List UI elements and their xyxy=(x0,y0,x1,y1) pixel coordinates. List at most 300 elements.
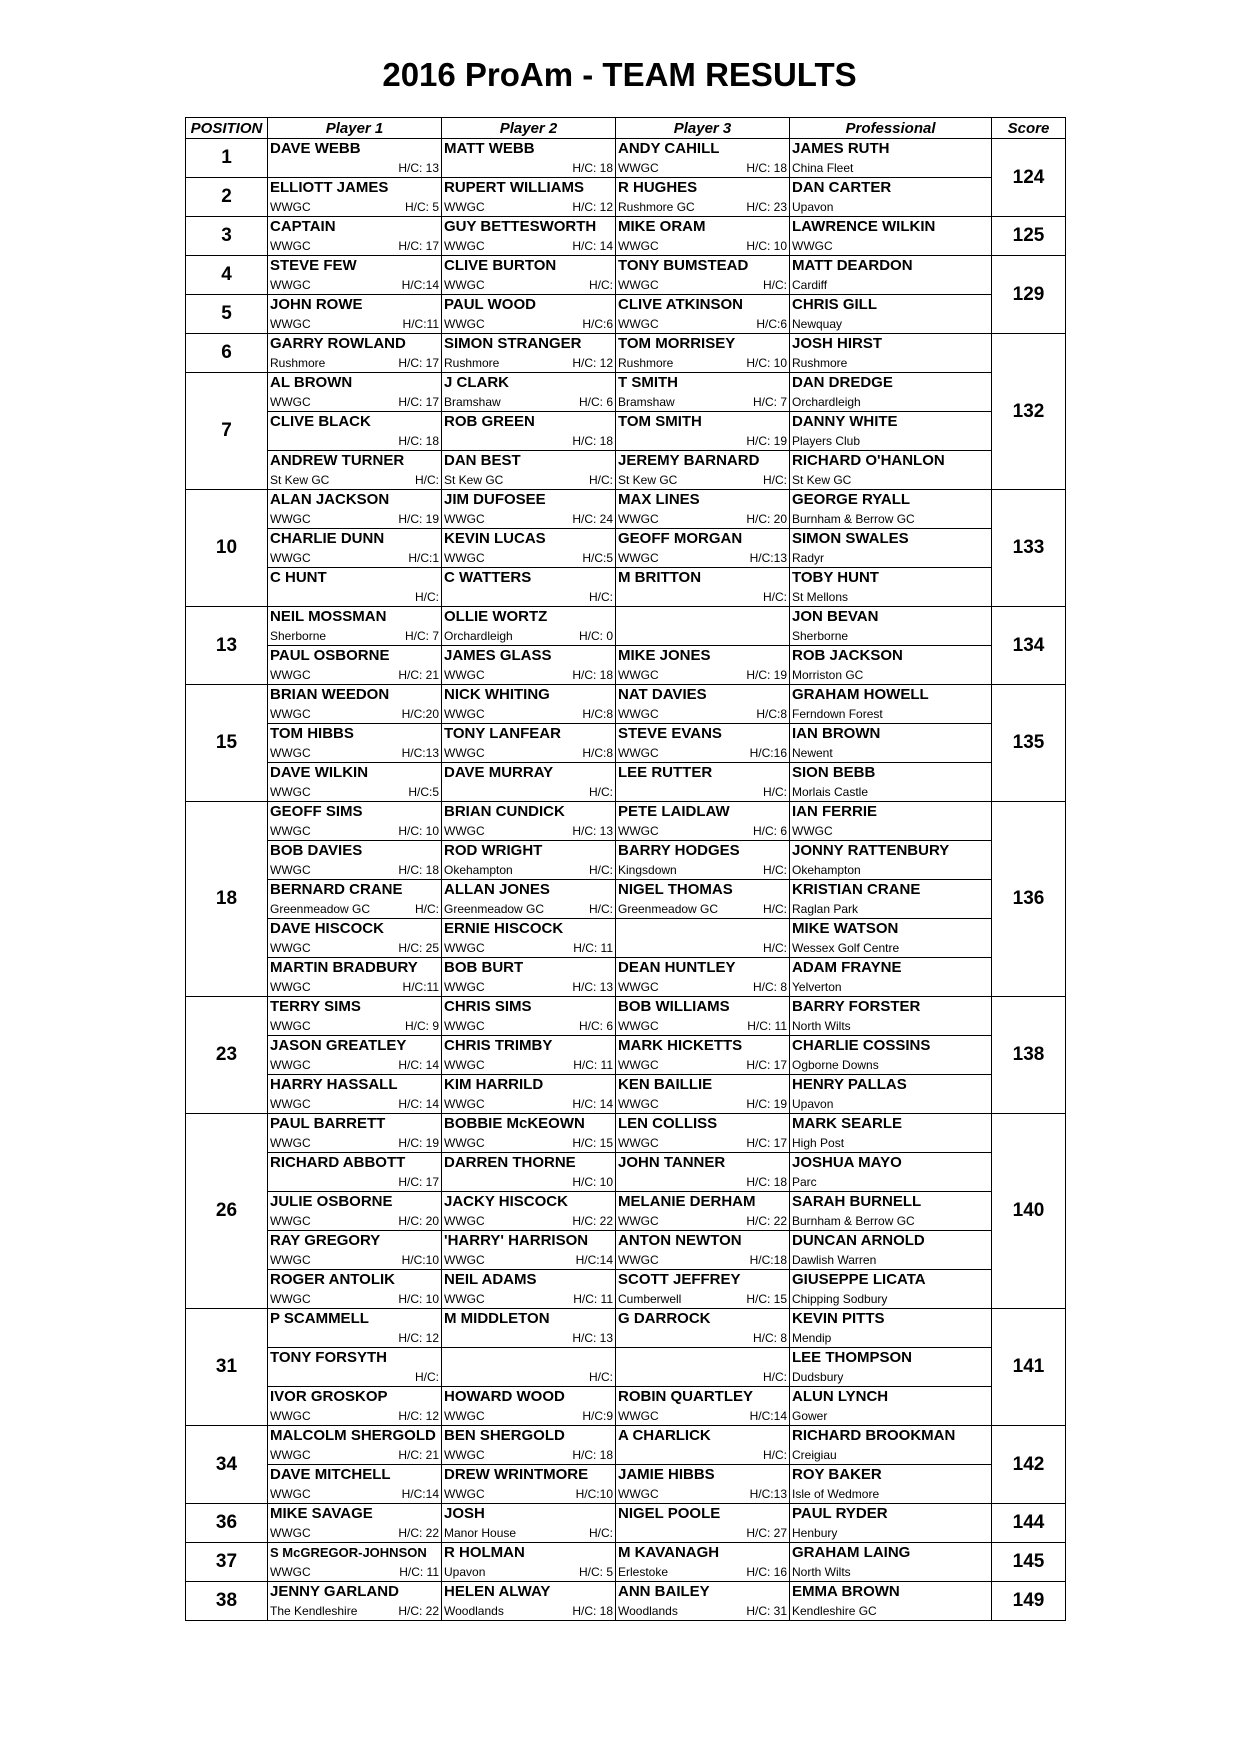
professional-club-cell xyxy=(790,392,992,412)
club-name: WWGC xyxy=(444,1291,485,1306)
player-club-cell xyxy=(268,509,442,529)
player-name: KIM HARRILD xyxy=(442,1075,616,1095)
handicap: H/C: 14 xyxy=(572,1096,613,1111)
team-name-row xyxy=(186,685,1066,705)
club-name: WWGC xyxy=(270,1135,311,1150)
club-name: WWGC xyxy=(444,940,485,955)
player-club-cell xyxy=(616,626,790,646)
handicap: H/C:8 xyxy=(756,706,787,721)
handicap: H/C: 18 xyxy=(572,433,613,448)
player-name: M MIDDLETON xyxy=(442,1309,616,1329)
club-name: WWGC xyxy=(618,1057,659,1072)
professional-club-cell xyxy=(790,860,992,880)
handicap: H/C: 9 xyxy=(404,1018,439,1033)
club-name: WWGC xyxy=(792,238,833,253)
professional-club-cell xyxy=(790,353,992,373)
handicap: H/C: xyxy=(589,277,613,292)
player-name: NEIL MOSSMAN xyxy=(268,607,442,627)
player-name: M KAVANAGH xyxy=(616,1543,790,1563)
header-player-3: Player 3 xyxy=(616,118,790,139)
club-name: WWGC xyxy=(444,1213,485,1228)
player-name: CHRIS SIMS xyxy=(442,997,616,1017)
club-name: The Kendleshire xyxy=(270,1603,358,1618)
player-name: G DARROCK xyxy=(616,1309,790,1329)
club-name: Orchardleigh xyxy=(444,628,513,643)
player-club-cell xyxy=(268,392,442,412)
handicap: H/C: 13 xyxy=(572,1330,613,1345)
club-name: WWGC xyxy=(270,1252,311,1267)
handicap: H/C: xyxy=(763,901,787,916)
player-name: DAVE WILKIN xyxy=(268,763,442,783)
professional-name: KRISTIAN CRANE xyxy=(790,880,992,900)
club-name: Burnham & Berrow GC xyxy=(792,1213,915,1228)
position-cell: 2 xyxy=(186,178,268,217)
professional-name: DAN DREDGE xyxy=(790,373,992,393)
score-cell: 138 xyxy=(992,997,1066,1114)
club-name: WWGC xyxy=(444,1486,485,1501)
team-club-row xyxy=(186,977,1066,997)
club-name: Sherborne xyxy=(270,628,327,643)
handicap: H/C: xyxy=(589,862,613,877)
results-body xyxy=(186,139,1066,1621)
player-name: BRIAN WEEDON xyxy=(268,685,442,705)
handicap: H/C: 12 xyxy=(398,1408,439,1423)
player-club-cell xyxy=(442,1211,616,1231)
team-club-row xyxy=(186,1328,1066,1348)
handicap: H/C:13 xyxy=(749,1486,787,1501)
team-club-row xyxy=(186,353,1066,373)
club-name: WWGC xyxy=(618,823,659,838)
player-name: CLIVE BURTON xyxy=(442,256,616,276)
professional-club-cell xyxy=(790,1094,992,1114)
club-name: WWGC xyxy=(618,1135,659,1150)
player-name: ROD WRIGHT xyxy=(442,841,616,861)
player-name: R HOLMAN xyxy=(442,1543,616,1563)
player-name: JOHN ROWE xyxy=(268,295,442,315)
handicap: H/C: 27 xyxy=(746,1525,787,1540)
handicap: H/C: 17 xyxy=(398,1174,439,1189)
team-name-row xyxy=(186,1153,1066,1173)
team-name-row xyxy=(186,1114,1066,1134)
player-name: TONY FORSYTH xyxy=(268,1348,442,1368)
handicap: H/C: xyxy=(589,901,613,916)
handicap: H/C: 18 xyxy=(572,667,613,682)
professional-club-cell xyxy=(790,1172,992,1192)
team-name-row xyxy=(186,490,1066,510)
player-name: STEVE EVANS xyxy=(616,724,790,744)
score-cell: 125 xyxy=(992,217,1066,256)
player-name: HELEN ALWAY xyxy=(442,1582,616,1602)
player-club-cell xyxy=(268,938,442,958)
position-cell: 1 xyxy=(186,139,268,178)
player-club-cell xyxy=(268,236,442,256)
player-club-cell xyxy=(616,899,790,919)
handicap: H/C: 10 xyxy=(398,1291,439,1306)
team-name-row xyxy=(186,1387,1066,1407)
player-name: BRIAN CUNDICK xyxy=(442,802,616,822)
player-name: M BRITTON xyxy=(616,568,790,588)
team-club-row xyxy=(186,275,1066,295)
score-cell: 133 xyxy=(992,490,1066,607)
club-name: St Kew GC xyxy=(270,472,330,487)
player-club-cell xyxy=(442,782,616,802)
player-club-cell xyxy=(268,1211,442,1231)
player-name: NIGEL POOLE xyxy=(616,1504,790,1524)
player-name: ROB GREEN xyxy=(442,412,616,432)
player-name: BOBBIE McKEOWN xyxy=(442,1114,616,1134)
player-club-cell xyxy=(616,1211,790,1231)
club-name: WWGC xyxy=(444,316,485,331)
player-name: TONY BUMSTEAD xyxy=(616,256,790,276)
player-club-cell xyxy=(616,431,790,451)
handicap: H/C: 19 xyxy=(746,667,787,682)
player-club-cell xyxy=(268,548,442,568)
team-name-row xyxy=(186,1192,1066,1212)
club-name: Morriston GC xyxy=(792,667,864,682)
position-cell: 15 xyxy=(186,685,268,802)
player-name: T SMITH xyxy=(616,373,790,393)
handicap: H/C: xyxy=(763,940,787,955)
player-club-cell xyxy=(616,1367,790,1387)
team-club-row xyxy=(186,1601,1066,1621)
team-club-row xyxy=(186,1250,1066,1270)
handicap: H/C: 18 xyxy=(746,160,787,175)
team-name-row xyxy=(186,1231,1066,1251)
player-club-cell xyxy=(268,782,442,802)
position-cell: 18 xyxy=(186,802,268,997)
club-name: WWGC xyxy=(444,511,485,526)
team-club-row xyxy=(186,236,1066,256)
score-cell: 124 xyxy=(992,139,1066,217)
team-name-row xyxy=(186,1348,1066,1368)
handicap: H/C:10 xyxy=(401,1252,439,1267)
team-club-row xyxy=(186,1367,1066,1387)
club-name: Wessex Golf Centre xyxy=(792,940,900,955)
team-name-row xyxy=(186,412,1066,432)
handicap: H/C: xyxy=(763,472,787,487)
handicap: H/C:10 xyxy=(575,1486,613,1501)
club-name: WWGC xyxy=(618,238,659,253)
player-name: C HUNT xyxy=(268,568,442,588)
handicap: H/C: 8 xyxy=(752,1330,787,1345)
player-name: TOM SMITH xyxy=(616,412,790,432)
handicap: H/C: 24 xyxy=(572,511,613,526)
player-name: KEVIN LUCAS xyxy=(442,529,616,549)
club-name: Yelverton xyxy=(792,979,842,994)
club-name: Raglan Park xyxy=(792,901,859,916)
player-name: RUPERT WILLIAMS xyxy=(442,178,616,198)
player-club-cell xyxy=(442,1406,616,1426)
club-name: WWGC xyxy=(618,979,659,994)
handicap: H/C: 19 xyxy=(398,511,439,526)
club-name: WWGC xyxy=(270,745,311,760)
handicap: H/C:9 xyxy=(582,1408,613,1423)
professional-club-cell xyxy=(790,1523,992,1543)
handicap: H/C: xyxy=(763,784,787,799)
club-name: Rushmore GC xyxy=(618,199,695,214)
handicap: H/C:5 xyxy=(582,550,613,565)
score-cell: 135 xyxy=(992,685,1066,802)
club-name: Rushmore xyxy=(618,355,674,370)
handicap: H/C: 12 xyxy=(572,199,613,214)
player-name: BOB BURT xyxy=(442,958,616,978)
player-club-cell xyxy=(268,977,442,997)
club-name: WWGC xyxy=(444,1018,485,1033)
club-name: St Kew GC xyxy=(792,472,852,487)
player-club-cell xyxy=(442,275,616,295)
professional-name: MIKE WATSON xyxy=(790,919,992,939)
player-club-cell xyxy=(616,197,790,217)
professional-club-cell xyxy=(790,1055,992,1075)
club-name: WWGC xyxy=(270,238,311,253)
player-name: TOM HIBBS xyxy=(268,724,442,744)
player-club-cell xyxy=(268,1328,442,1348)
player-club-cell xyxy=(442,197,616,217)
player-club-cell xyxy=(616,1328,790,1348)
handicap: H/C:11 xyxy=(402,316,439,331)
player-club-cell xyxy=(442,860,616,880)
player-club-cell xyxy=(616,977,790,997)
handicap: H/C: xyxy=(589,1525,613,1540)
club-name: WWGC xyxy=(444,199,485,214)
club-name: WWGC xyxy=(270,706,311,721)
professional-club-cell xyxy=(790,548,992,568)
player-name: GUY BETTESWORTH xyxy=(442,217,616,237)
handicap: H/C: 6 xyxy=(578,1018,613,1033)
player-name: IVOR GROSKOP xyxy=(268,1387,442,1407)
professional-name: GEORGE RYALL xyxy=(790,490,992,510)
professional-club-cell xyxy=(790,1445,992,1465)
player-name: GEOFF SIMS xyxy=(268,802,442,822)
professional-club-cell xyxy=(790,977,992,997)
team-club-row xyxy=(186,743,1066,763)
player-name: DAVE MITCHELL xyxy=(268,1465,442,1485)
club-name: WWGC xyxy=(270,1057,311,1072)
club-name: WWGC xyxy=(444,1252,485,1267)
handicap: H/C: 15 xyxy=(746,1291,787,1306)
player-club-cell xyxy=(616,938,790,958)
club-name: North Wilts xyxy=(792,1018,851,1033)
handicap: H/C: 16 xyxy=(746,1564,787,1579)
club-name: Upavon xyxy=(792,199,834,214)
player-club-cell xyxy=(268,704,442,724)
score-cell: 141 xyxy=(992,1309,1066,1426)
player-name: STEVE FEW xyxy=(268,256,442,276)
handicap: H/C: xyxy=(415,1369,439,1384)
handicap: H/C: 22 xyxy=(398,1525,439,1540)
handicap: H/C:16 xyxy=(749,745,787,760)
handicap: H/C: 22 xyxy=(572,1213,613,1228)
club-name: Sherborne xyxy=(792,628,849,643)
club-name: St Kew GC xyxy=(444,472,504,487)
player-name: ERNIE HISCOCK xyxy=(442,919,616,939)
club-name: Orchardleigh xyxy=(792,394,861,409)
club-name: Kendleshire GC xyxy=(792,1603,877,1618)
club-name: Ogborne Downs xyxy=(792,1057,879,1072)
handicap: H/C:13 xyxy=(401,745,439,760)
player-name: CHRIS TRIMBY xyxy=(442,1036,616,1056)
player-name: R HUGHES xyxy=(616,178,790,198)
handicap: H/C: xyxy=(763,1447,787,1462)
club-name: WWGC xyxy=(444,1135,485,1150)
player-club-cell xyxy=(268,1289,442,1309)
club-name: WWGC xyxy=(618,1408,659,1423)
score-cell: 145 xyxy=(992,1543,1066,1582)
player-club-cell xyxy=(268,860,442,880)
team-name-row xyxy=(186,334,1066,354)
team-club-row xyxy=(186,1484,1066,1504)
handicap: H/C: 14 xyxy=(398,1057,439,1072)
professional-name: RICHARD BROOKMAN xyxy=(790,1426,992,1446)
professional-name: DAN CARTER xyxy=(790,178,992,198)
professional-name: JOSH HIRST xyxy=(790,334,992,354)
handicap: H/C: 20 xyxy=(746,511,787,526)
professional-club-cell xyxy=(790,821,992,841)
player-name: BOB WILLIAMS xyxy=(616,997,790,1017)
team-club-row xyxy=(186,197,1066,217)
player-name: CLIVE BLACK xyxy=(268,412,442,432)
player-club-cell xyxy=(268,314,442,334)
handicap: H/C: 12 xyxy=(572,355,613,370)
player-name: MIKE SAVAGE xyxy=(268,1504,442,1524)
club-name: WWGC xyxy=(270,1096,311,1111)
professional-name: CHRIS GILL xyxy=(790,295,992,315)
player-name: P SCAMMELL xyxy=(268,1309,442,1329)
handicap: H/C: xyxy=(415,589,439,604)
player-name: OLLIE WORTZ xyxy=(442,607,616,627)
position-cell: 4 xyxy=(186,256,268,295)
player-club-cell xyxy=(268,1172,442,1192)
team-club-row xyxy=(186,1523,1066,1543)
team-club-row xyxy=(186,704,1066,724)
team-name-row xyxy=(186,1543,1066,1563)
handicap: H/C: 31 xyxy=(746,1603,787,1618)
player-club-cell xyxy=(268,587,442,607)
player-club-cell xyxy=(442,665,616,685)
handicap: H/C: xyxy=(589,1369,613,1384)
team-name-row xyxy=(186,1582,1066,1602)
results-table xyxy=(185,117,1066,1621)
player-club-cell xyxy=(268,626,442,646)
professional-club-cell xyxy=(790,1328,992,1348)
player-club-cell xyxy=(616,1172,790,1192)
club-name: WWGC xyxy=(270,550,311,565)
handicap: H/C: 11 xyxy=(399,1564,439,1579)
score-cell: 144 xyxy=(992,1504,1066,1543)
team-club-row xyxy=(186,1172,1066,1192)
professional-name: JON BEVAN xyxy=(790,607,992,627)
club-name: Okehampton xyxy=(792,862,861,877)
header-professional: Professional xyxy=(790,118,992,139)
player-club-cell xyxy=(616,821,790,841)
player-name: MARTIN BRADBURY xyxy=(268,958,442,978)
player-club-cell xyxy=(268,1406,442,1426)
player-club-cell xyxy=(268,197,442,217)
club-name: Okehampton xyxy=(444,862,513,877)
team-club-row xyxy=(186,1445,1066,1465)
position-cell: 13 xyxy=(186,607,268,685)
club-name: WWGC xyxy=(270,1486,311,1501)
table-header-row xyxy=(186,118,1066,139)
player-name: TONY LANFEAR xyxy=(442,724,616,744)
handicap: H/C: 5 xyxy=(404,199,439,214)
team-name-row xyxy=(186,607,1066,627)
player-club-cell xyxy=(442,353,616,373)
professional-club-cell xyxy=(790,899,992,919)
score-cell: 149 xyxy=(992,1582,1066,1621)
player-name: HOWARD WOOD xyxy=(442,1387,616,1407)
club-name: WWGC xyxy=(270,1564,311,1579)
player-club-cell xyxy=(268,1484,442,1504)
handicap: H/C: xyxy=(763,589,787,604)
player-name: JOSH xyxy=(442,1504,616,1524)
player-name: BEN SHERGOLD xyxy=(442,1426,616,1446)
handicap: H/C: xyxy=(589,589,613,604)
position-cell: 38 xyxy=(186,1582,268,1621)
handicap: H/C: 18 xyxy=(746,1174,787,1189)
player-name: JAMES GLASS xyxy=(442,646,616,666)
professional-name: IAN FERRIE xyxy=(790,802,992,822)
handicap: H/C: 17 xyxy=(746,1135,787,1150)
professional-name: ROB JACKSON xyxy=(790,646,992,666)
player-name: GEOFF MORGAN xyxy=(616,529,790,549)
player-club-cell xyxy=(268,743,442,763)
professional-club-cell xyxy=(790,470,992,490)
header-player-1: Player 1 xyxy=(268,118,442,139)
handicap: H/C: 22 xyxy=(746,1213,787,1228)
club-name: WWGC xyxy=(444,823,485,838)
position-cell: 31 xyxy=(186,1309,268,1426)
player-club-cell xyxy=(442,1055,616,1075)
handicap: H/C: 7 xyxy=(752,394,787,409)
professional-name: SARAH BURNELL xyxy=(790,1192,992,1212)
player-name: MALCOLM SHERGOLD xyxy=(268,1426,442,1446)
club-name: WWGC xyxy=(618,1252,659,1267)
player-name: ROGER ANTOLIK xyxy=(268,1270,442,1290)
team-name-row xyxy=(186,1075,1066,1095)
handicap: H/C: 10 xyxy=(746,238,787,253)
club-name: WWGC xyxy=(444,745,485,760)
player-club-cell xyxy=(442,470,616,490)
player-name: MAX LINES xyxy=(616,490,790,510)
handicap: H/C: 17 xyxy=(746,1057,787,1072)
club-name: WWGC xyxy=(444,979,485,994)
handicap: H/C: 23 xyxy=(746,199,787,214)
position-cell: 26 xyxy=(186,1114,268,1309)
handicap: H/C: 18 xyxy=(572,1447,613,1462)
player-name: TOM MORRISEY xyxy=(616,334,790,354)
club-name: Chipping Sodbury xyxy=(792,1291,888,1306)
team-name-row xyxy=(186,763,1066,783)
handicap: H/C: 19 xyxy=(746,433,787,448)
position-cell: 36 xyxy=(186,1504,268,1543)
handicap: H/C: 11 xyxy=(747,1018,787,1033)
professional-name: MARK SEARLE xyxy=(790,1114,992,1134)
professional-name: ALUN LYNCH xyxy=(790,1387,992,1407)
club-name: WWGC xyxy=(270,394,311,409)
professional-club-cell xyxy=(790,275,992,295)
club-name: WWGC xyxy=(618,667,659,682)
handicap: H/C:13 xyxy=(749,550,787,565)
team-club-row xyxy=(186,548,1066,568)
team-name-row xyxy=(186,178,1066,198)
player-club-cell xyxy=(268,1055,442,1075)
player-club-cell xyxy=(268,899,442,919)
handicap: H/C: 20 xyxy=(398,1213,439,1228)
player-club-cell xyxy=(616,1601,790,1621)
professional-name: RICHARD O'HANLON xyxy=(790,451,992,471)
player-name: BERNARD CRANE xyxy=(268,880,442,900)
